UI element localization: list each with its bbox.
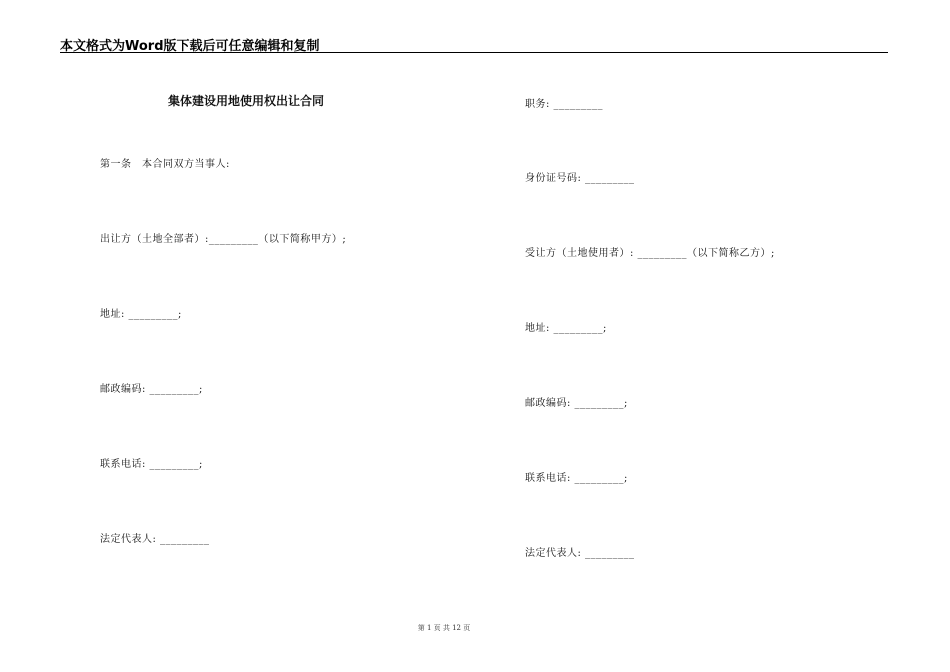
- grantor-phone-line: 联系电话: _________;: [100, 459, 203, 470]
- grantee-phone-line: 联系电话: _________;: [525, 473, 628, 484]
- grantor-line: 出让方（土地全部者）:_________（以下简称甲方）;: [100, 234, 347, 245]
- grantee-legal-rep-line: 法定代表人: _________: [525, 548, 635, 559]
- header-text: 本文格式为Word版下载后可任意编辑和复制: [60, 39, 320, 54]
- page-number: 第 1 页 共 12 页: [417, 624, 471, 632]
- grantor-address-line: 地址: _________;: [100, 309, 182, 320]
- document-title: 集体建设用地使用权出让合同: [168, 94, 325, 108]
- article-one-heading: 第一条 本合同双方当事人:: [100, 159, 230, 170]
- grantor-id-number-line: 身份证号码: _________: [525, 173, 635, 184]
- grantee-address-line: 地址: _________;: [525, 323, 607, 334]
- grantee-postcode-line: 邮政编码: _________;: [525, 398, 628, 409]
- grantor-postcode-line: 邮政编码: _________;: [100, 384, 203, 395]
- grantor-legal-rep-line: 法定代表人: _________: [100, 534, 210, 545]
- grantor-position-line: 职务: _________: [525, 99, 604, 110]
- header-divider: [60, 52, 888, 53]
- grantee-line: 受让方（土地使用者）: _________（以下简称乙方）;: [525, 248, 775, 259]
